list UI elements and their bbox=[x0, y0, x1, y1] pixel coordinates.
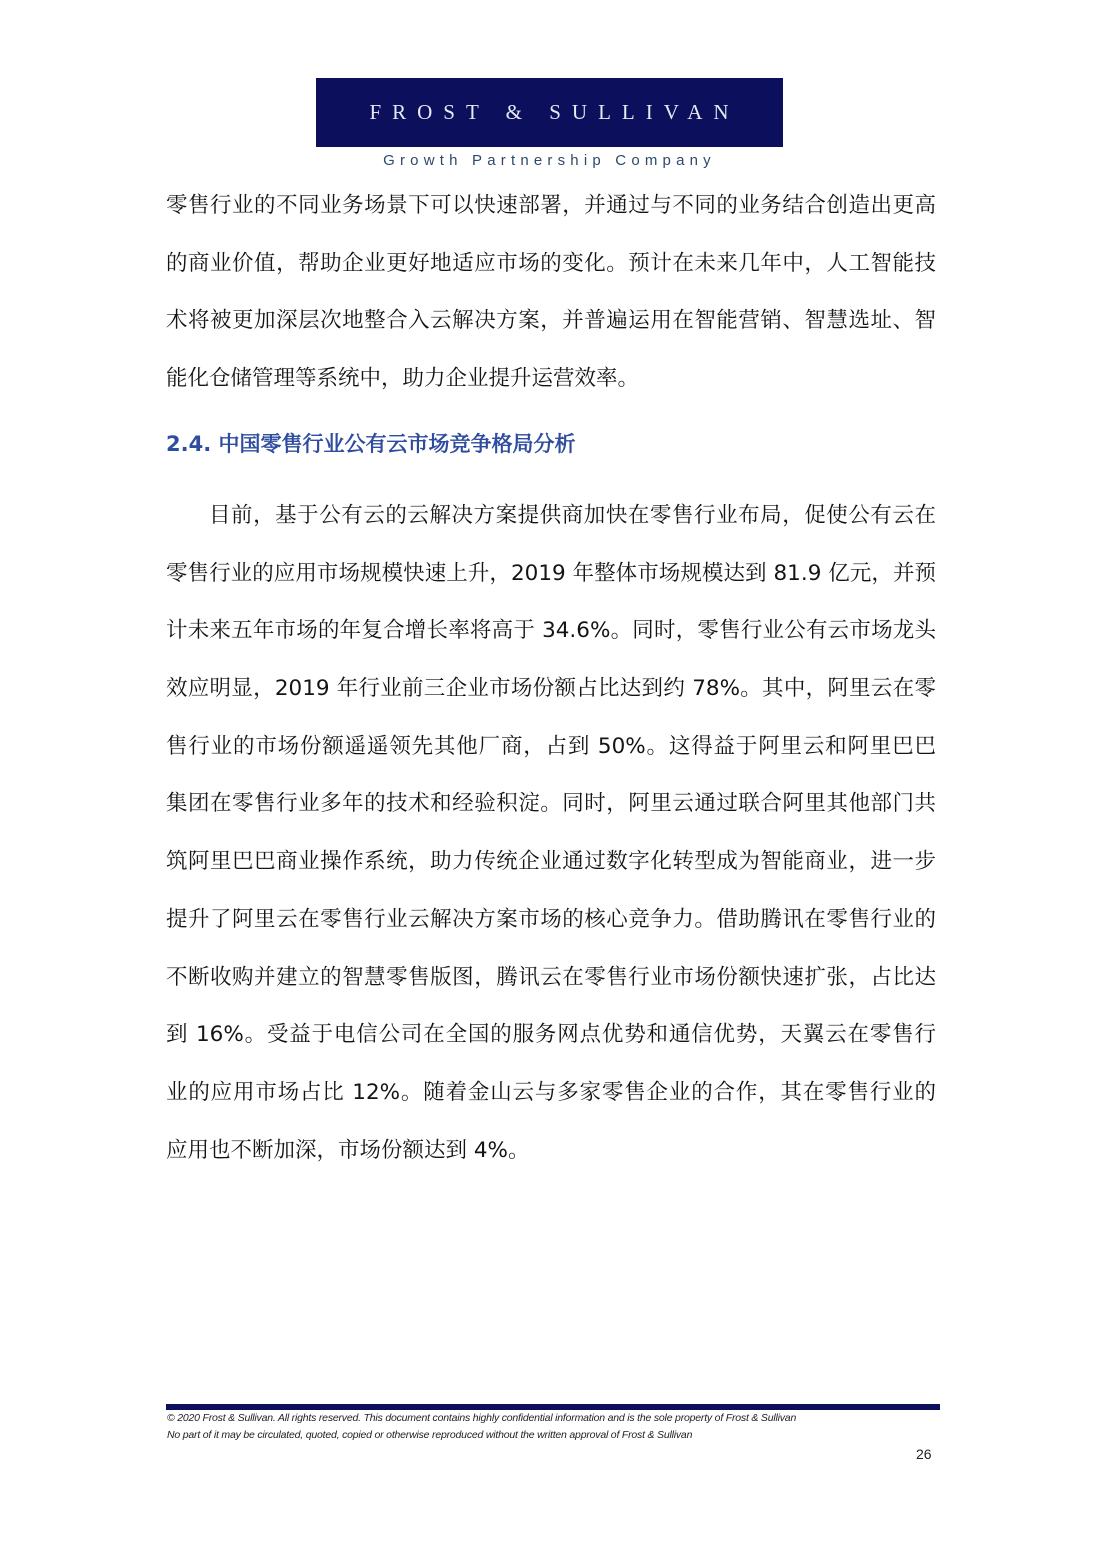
paragraph-line: 目前，基于公有云的云解决方案提供商加快在零售行业布局，促使公有云在 bbox=[209, 503, 936, 528]
footer-divider bbox=[166, 1404, 940, 1410]
logo-tagline: Growth Partnership Company bbox=[383, 152, 716, 169]
footer-copyright: © 2020 Frost & Sullivan. All rights reserved. This document contains highly confidential information and is the sole property of Frost & Sullivan bbox=[167, 1412, 797, 1424]
paragraph-line: 零售行业的不同业务场景下可以快速部署，并通过与不同的业务结合创造出更高 bbox=[166, 193, 936, 218]
page-number: 26 bbox=[916, 1446, 932, 1462]
paragraph-line: 提升了阿里云在零售行业云解决方案市场的核心竞争力。借助腾讯在零售行业的 bbox=[166, 906, 936, 932]
paragraph-line: 术将被更加深层次地整合入云解决方案，并普遍运用在智能营销、智慧选址、智 bbox=[166, 308, 936, 334]
section-heading: 2.4. 中国零售行业公有云市场竞争格局分析 bbox=[166, 432, 576, 456]
footer-disclaimer: No part of it may be circulated, quoted, copied or otherwise reproduced without the written approval of Frost & Sullivan bbox=[167, 1429, 693, 1441]
paragraph-line: 不断收购并建立的智慧零售版图，腾讯云在零售行业市场份额快速扩张，占比达 bbox=[166, 964, 936, 990]
paragraph-line: 筑阿里巴巴商业操作系统，助力传统企业通过数字化转型成为智能商业，进一步 bbox=[166, 849, 936, 875]
paragraph-line: 售行业的市场份额遥遥领先其他厂商，占到 50%。这得益于阿里云和阿里巴巴 bbox=[166, 733, 936, 759]
paragraph-line: 能化仓储管理等系统中，助力企业提升运营效率。 bbox=[166, 366, 640, 392]
paragraph-line: 应用也不断加深，市场份额达到 4%。 bbox=[166, 1137, 530, 1163]
frost-sullivan-logo bbox=[316, 78, 783, 147]
paragraph-line: 计未来五年市场的年复合增长率将高于 34.6%。同时，零售行业公有云市场龙头 bbox=[166, 618, 936, 644]
intro-paragraph bbox=[166, 177, 936, 408]
paragraph-line: 效应明显，2019 年行业前三企业市场份额占比达到约 78%。其中，阿里云在零 bbox=[166, 676, 936, 702]
paragraph-line: 的商业价值，帮助企业更好地适应市场的变化。预计在未来几年中，人工智能技 bbox=[166, 250, 936, 276]
paragraph-line: 到 16%。受益于电信公司在全国的服务网点优势和通信优势，天翼云在零售行 bbox=[166, 1022, 936, 1048]
paragraph-line: 业的应用市场占比 12%。随着金山云与多家零售企业的合作，其在零售行业的 bbox=[166, 1079, 936, 1105]
logo-text: FROST & SULLIVAN bbox=[369, 100, 740, 124]
paragraph-line: 零售行业的应用市场规模快速上升，2019 年整体市场规模达到 81.9 亿元，并预 bbox=[166, 560, 936, 586]
section-paragraph bbox=[166, 487, 936, 1179]
paragraph-line: 集团在零售行业多年的技术和经验积淀。同时，阿里云通过联合阿里其他部门共 bbox=[166, 791, 936, 817]
